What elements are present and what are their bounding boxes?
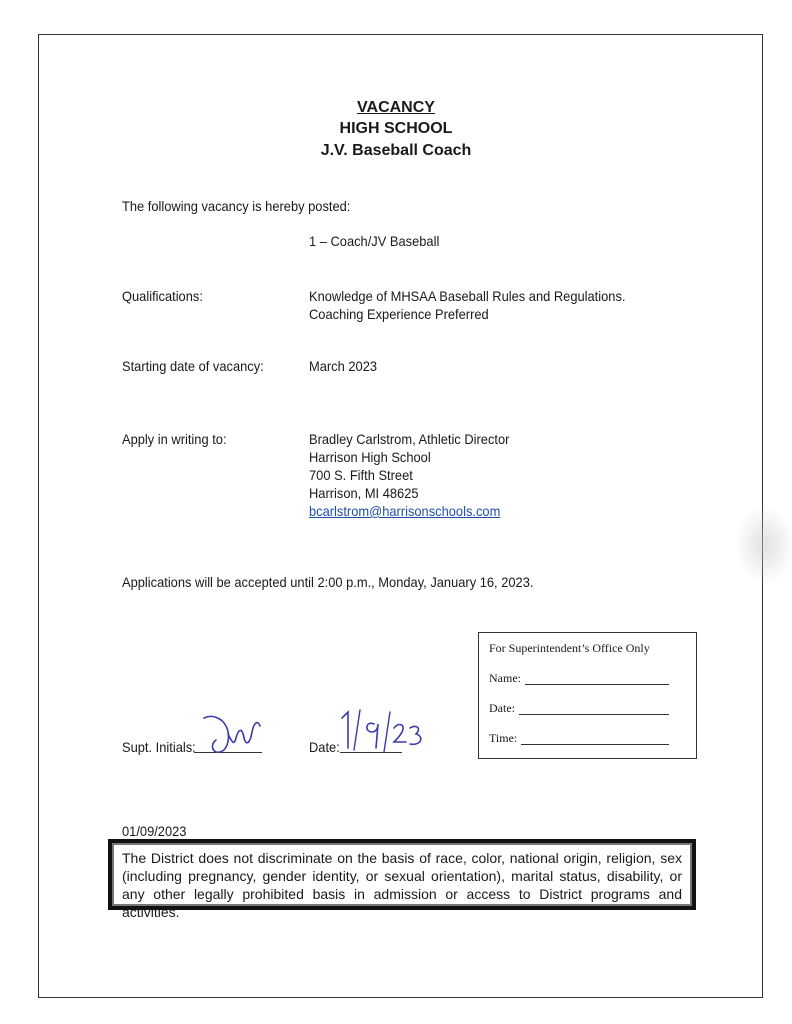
office-box-title: For Superintendent’s Office Only [489, 641, 650, 655]
office-box-name-row [489, 671, 679, 686]
heading-high-school: HIGH SCHOOL [339, 120, 453, 137]
office-box-time-label: Time: [489, 731, 518, 745]
scan-smudge [735, 505, 792, 585]
apply-school: Harrison High School [309, 449, 431, 465]
qualifications-line-1: Knowledge of MHSAA Baseball Rules and Regulations. [309, 288, 626, 304]
deadline-text: Applications will be accepted until 2:00 p.m., Monday, January 16, 2023. [122, 574, 534, 590]
office-box-time-row [489, 731, 679, 746]
date-handwritten [338, 702, 428, 758]
posted-date: 01/09/2023 [122, 823, 187, 839]
qualifications-label: Qualifications: [122, 288, 203, 304]
apply-label: Apply in writing to: [122, 431, 227, 447]
heading-position-title: J.V. Baseball Coach [320, 142, 472, 159]
apply-email-link[interactable]: bcarlstrom@harrisonschools.com [309, 503, 501, 519]
nondiscrimination-notice-text: The District does not discriminate on the basis of race, color, national origin, religion, sex (including pregnancy, gender identity, or sexual orientation), marital status, disability, or any other legally prohibited basis in admission or access to District programs and activities. [122, 850, 682, 920]
office-box-time-line[interactable] [521, 744, 669, 745]
apply-contact-name: Bradley Carlstrom, Athletic Director [309, 431, 510, 447]
nondiscrimination-notice-box [108, 839, 696, 920]
heading-vacancy: VACANCY [357, 99, 435, 116]
intro-text: The following vacancy is hereby posted: [122, 198, 351, 214]
starting-date-value: March 2023 [309, 358, 378, 374]
date-label: Date: [309, 739, 340, 755]
initials-signature [198, 708, 268, 760]
starting-date-label: Starting date of vacancy: [122, 358, 264, 374]
superintendent-office-box [478, 632, 697, 759]
office-box-name-line[interactable] [525, 684, 669, 685]
office-box-date-label: Date: [489, 701, 515, 715]
office-box-date-line[interactable] [519, 714, 669, 715]
apply-street: 700 S. Fifth Street [309, 467, 413, 483]
qualifications-line-2: Coaching Experience Preferred [309, 306, 489, 322]
position-value: 1 – Coach/JV Baseball [309, 233, 440, 249]
office-box-date-row [489, 701, 679, 716]
office-box-name-label: Name: [489, 671, 521, 685]
initials-label: Supt. Initials: [122, 739, 196, 755]
apply-city: Harrison, MI 48625 [309, 485, 419, 501]
